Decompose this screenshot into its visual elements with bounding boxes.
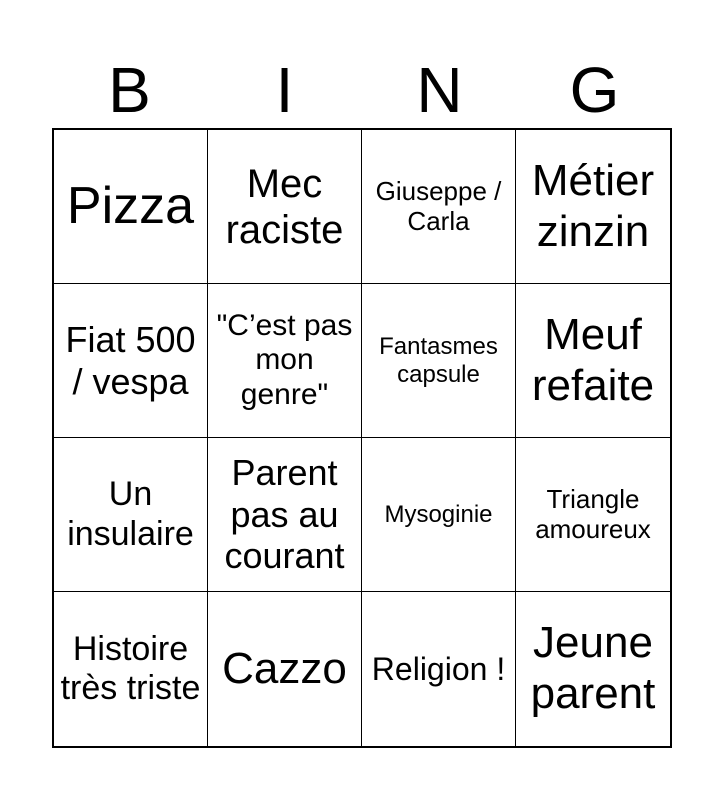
bingo-cell[interactable] bbox=[362, 438, 516, 592]
bingo-card bbox=[52, 128, 672, 748]
cell-text: Parent pas au courant bbox=[224, 452, 345, 577]
bingo-cell[interactable] bbox=[516, 592, 670, 746]
cell-text: Cazzo bbox=[222, 643, 347, 693]
bingo-cell[interactable] bbox=[516, 284, 670, 438]
bingo-cell[interactable] bbox=[362, 130, 516, 284]
cell-text: Fantasmes capsule bbox=[379, 332, 498, 388]
bingo-cell[interactable] bbox=[54, 438, 208, 592]
bingo-cell[interactable] bbox=[362, 592, 516, 746]
cell-text: Mysoginie bbox=[384, 500, 493, 528]
cell-text: Un insulaire bbox=[67, 475, 194, 553]
bingo-cell[interactable] bbox=[208, 592, 362, 746]
header-letter-n: N bbox=[416, 54, 463, 126]
cell-text: Triangle amoureux bbox=[535, 483, 651, 544]
bingo-header bbox=[52, 52, 672, 128]
cell-text: Jeune parent bbox=[530, 618, 656, 718]
header-letter-b: B bbox=[108, 54, 151, 126]
bingo-cell[interactable] bbox=[208, 284, 362, 438]
header-letter-g: G bbox=[569, 54, 620, 126]
cell-text: Pizza bbox=[66, 176, 195, 235]
cell-text: Mec raciste bbox=[225, 161, 344, 252]
cell-text: Religion ! bbox=[371, 650, 506, 687]
cell-text: "C’est pas mon genre" bbox=[216, 308, 353, 411]
header-letter-i: I bbox=[275, 54, 294, 126]
cell-text: Fiat 500 / vespa bbox=[65, 319, 196, 402]
bingo-cell[interactable] bbox=[54, 592, 208, 746]
bingo-cell[interactable] bbox=[362, 284, 516, 438]
bingo-cell[interactable] bbox=[54, 130, 208, 284]
bingo-cell[interactable] bbox=[54, 284, 208, 438]
bingo-cell[interactable] bbox=[516, 438, 670, 592]
bingo-cell[interactable] bbox=[516, 130, 670, 284]
cell-text: Meuf refaite bbox=[531, 309, 655, 410]
cell-text: Histoire très triste bbox=[60, 629, 201, 707]
bingo-cell[interactable] bbox=[208, 130, 362, 284]
bingo-cell[interactable] bbox=[208, 438, 362, 592]
cell-text: Métier zinzin bbox=[531, 155, 655, 256]
cell-text: Giuseppe / Carla bbox=[375, 175, 502, 236]
